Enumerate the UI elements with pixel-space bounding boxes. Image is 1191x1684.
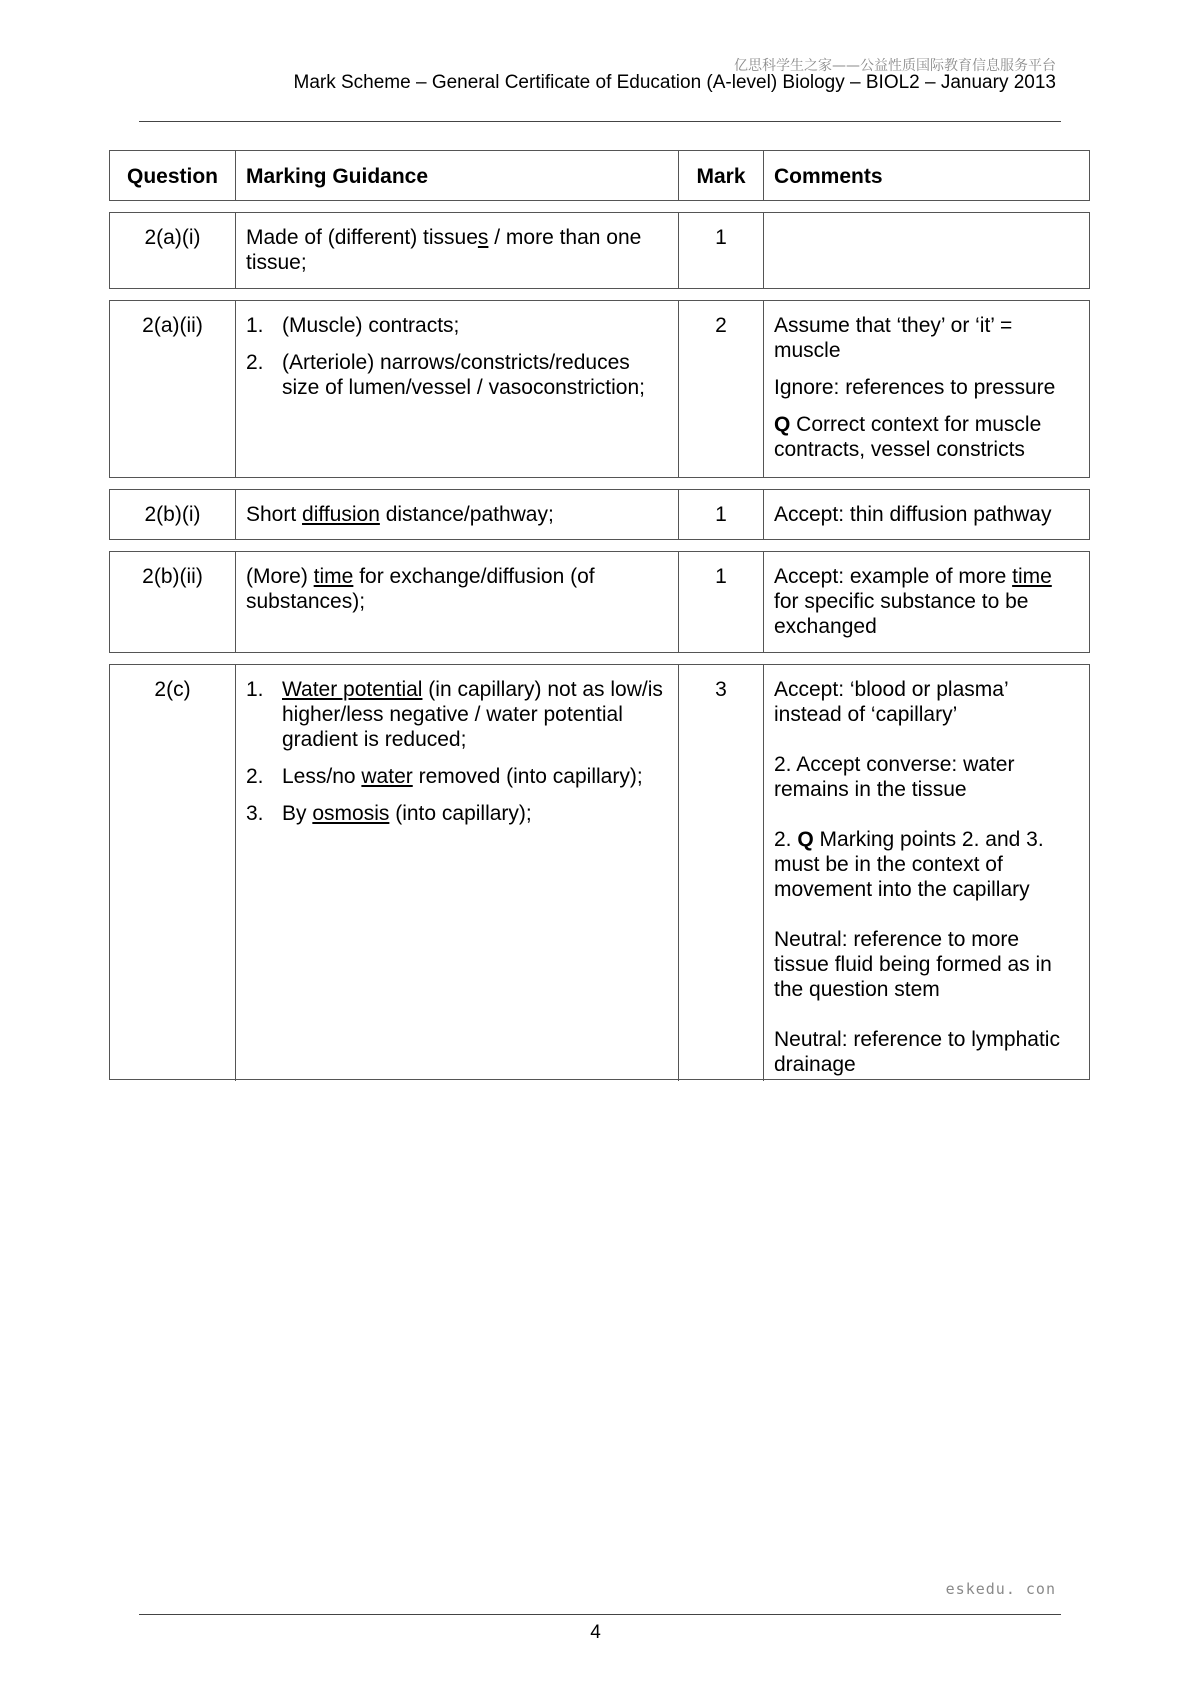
header-title: Mark Scheme – General Certificate of Education (A-level) Biology – BIOL2 – January 2013 xyxy=(293,72,1056,93)
footer-watermark: eskedu. con xyxy=(945,1580,1056,1598)
marking-point: 1. Water potential (in capillary) not as low/is higher/less negative / water potential gradient is reduced; xyxy=(246,678,663,751)
footer-divider xyxy=(139,1614,1061,1615)
question-cell: 2(b)(ii) xyxy=(142,565,203,588)
marking-point: 2. Less/no water removed (into capillary); xyxy=(246,765,643,788)
question-cell: 2(c) xyxy=(154,678,191,701)
header-divider xyxy=(139,121,1061,122)
table-row xyxy=(109,300,1090,478)
column-header-comments: Comments xyxy=(763,151,1089,200)
question-cell: 2(b)(i) xyxy=(144,503,201,526)
comments-cell: Accept: thin diffusion pathway xyxy=(763,490,1089,539)
mark-cell: 2 xyxy=(678,301,763,478)
comments-cell: Accept: example of more time for specific substance to be exchanged xyxy=(763,552,1089,652)
header-watermark: 亿思科学生之家——公益性质国际教育信息服务平台 xyxy=(734,58,1056,74)
marking-point: 1. (Muscle) contracts; xyxy=(246,314,460,337)
table-header-row xyxy=(109,150,1090,201)
guidance-cell: (More) time for exchange/diffusion (of substances); xyxy=(235,552,678,652)
column-header-guidance: Marking Guidance xyxy=(235,151,678,200)
guidance-cell xyxy=(235,301,678,478)
column-header-mark: Mark xyxy=(678,151,763,200)
table-row xyxy=(109,664,1090,1080)
guidance-cell: Made of (different) tissues / more than one tissue; xyxy=(235,213,678,288)
question-cell: 2(a)(ii) xyxy=(142,314,203,337)
comments-cell: Assume that ‘they’ or ‘it’ = muscle Ignore: references to pressure Q Correct context for muscle contracts, vessel constricts xyxy=(763,301,1089,478)
table-row xyxy=(109,489,1090,540)
guidance-cell: Short diffusion distance/pathway; xyxy=(235,490,678,539)
marking-point: 2. (Arteriole) narrows/constricts/reduces size of lumen/vessel / vasoconstriction; xyxy=(246,351,645,399)
table-row xyxy=(109,212,1090,289)
comments-cell xyxy=(763,213,1089,288)
page-number: 4 xyxy=(590,1622,601,1643)
mark-cell: 3 xyxy=(678,665,763,1081)
mark-cell: 1 xyxy=(678,213,763,288)
question-cell: 2(a)(i) xyxy=(144,226,201,249)
table-row xyxy=(109,551,1090,653)
guidance-cell xyxy=(235,665,678,1081)
mark-cell: 1 xyxy=(678,552,763,652)
mark-cell: 1 xyxy=(678,490,763,539)
column-header-question: Question xyxy=(126,165,218,188)
comments-cell: Accept: ‘blood or plasma’ instead of ‘capillary’ 2. Accept converse: water remains in the tissue 2. Q Marking points 2. and 3. must be in the context of movement into the capillary Neutral: reference to more tissue fluid being formed as in the question stem Neutral: reference to lymphatic drainage xyxy=(763,665,1089,1081)
marking-point: 3. By osmosis (into capillary); xyxy=(246,802,532,825)
